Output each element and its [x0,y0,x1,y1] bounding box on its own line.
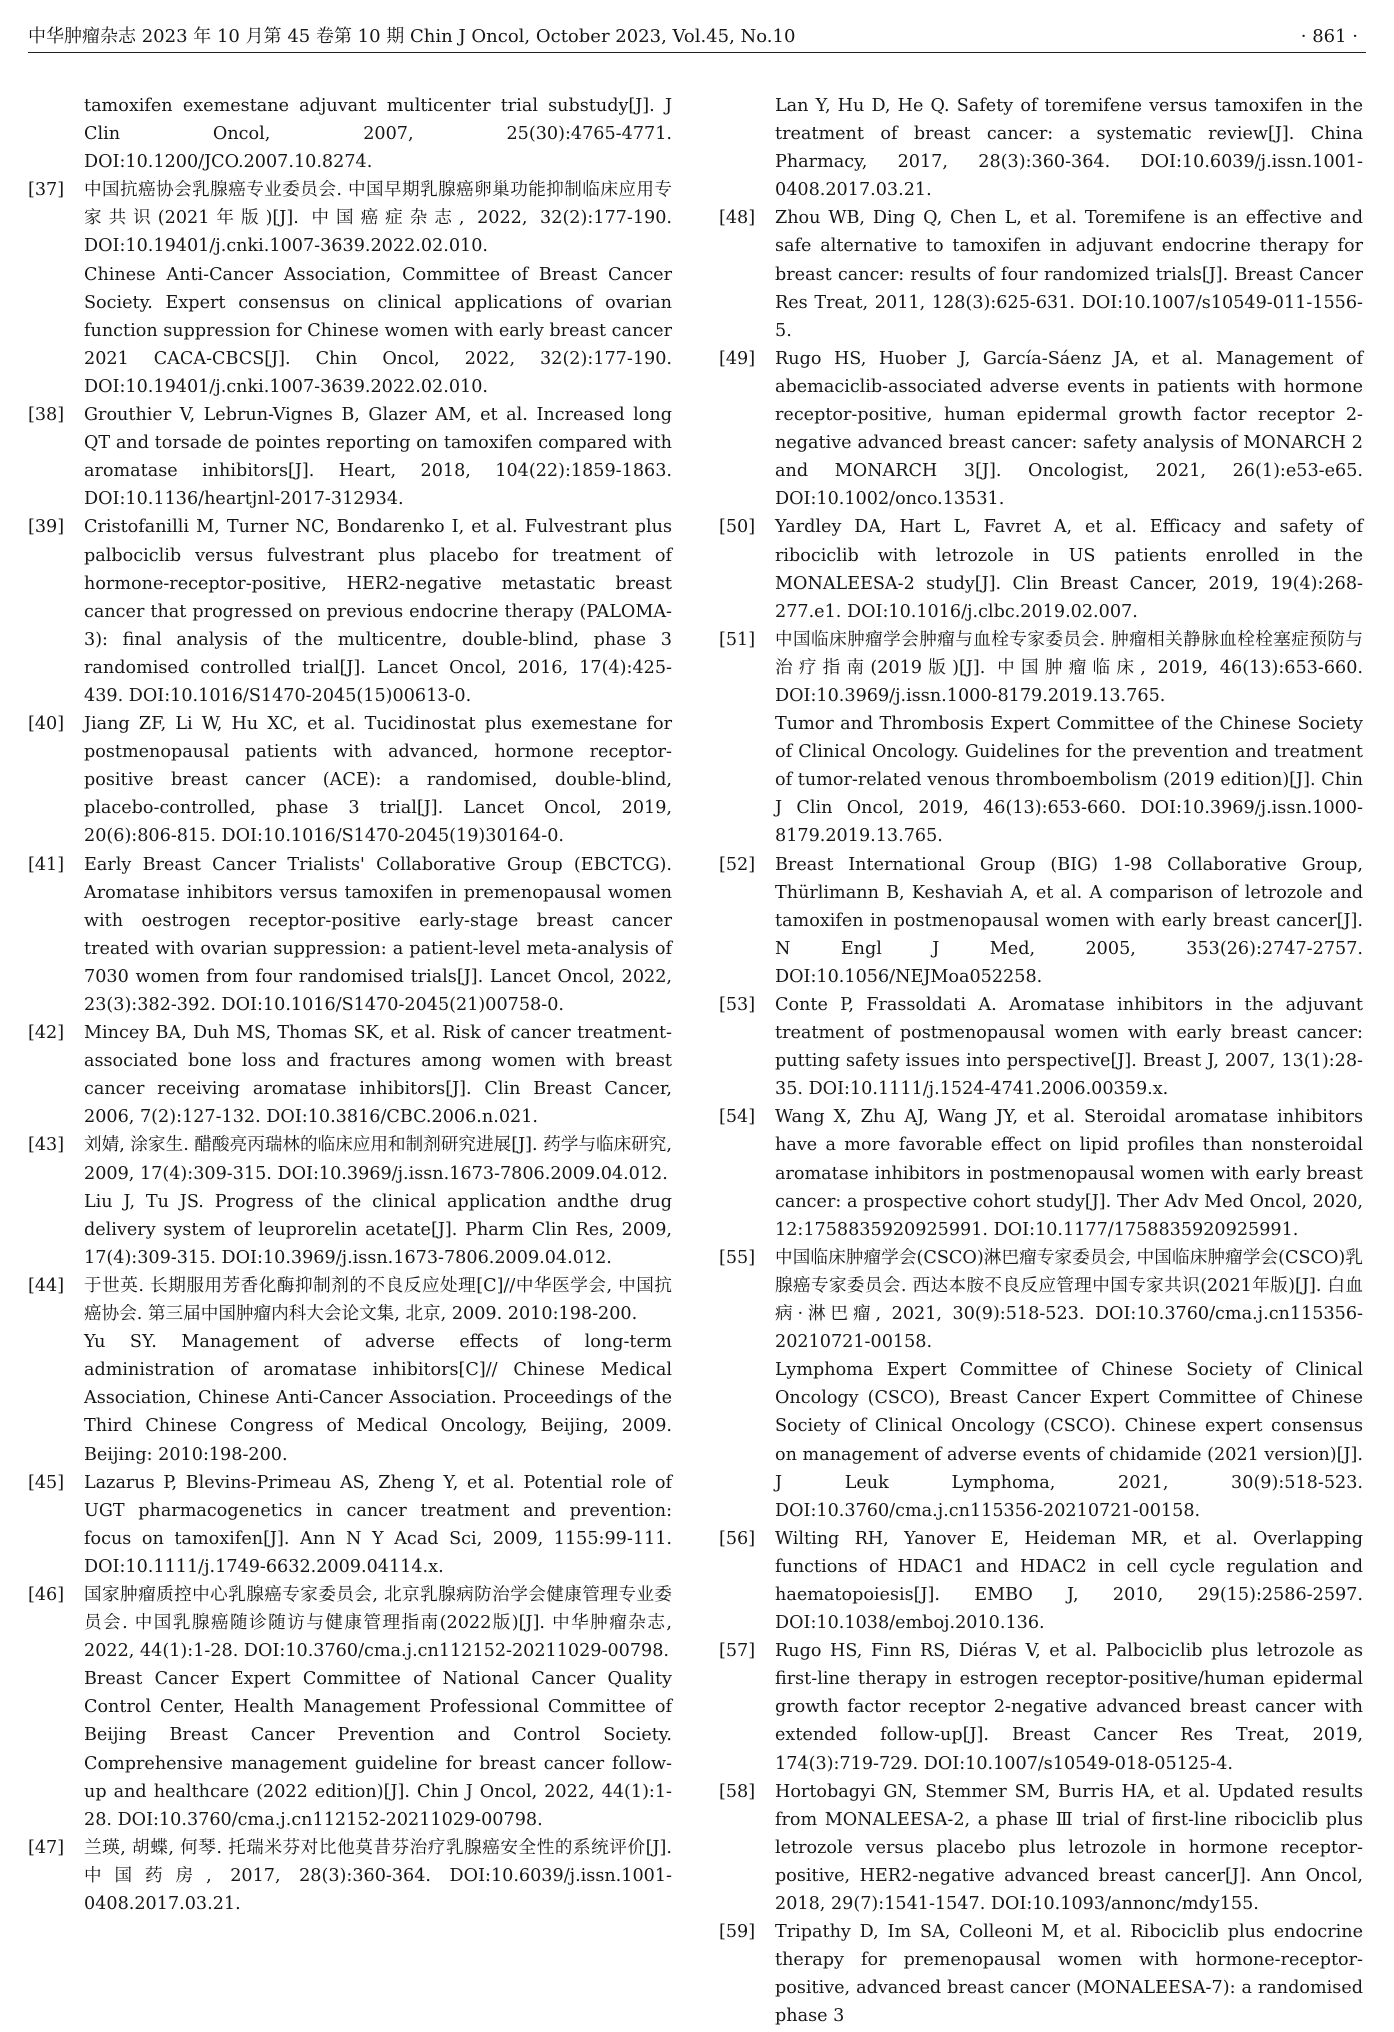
reference-number: [38] [28,405,65,426]
reference-translation: Lymphoma Expert Committee of Chinese Society of Clinical Oncology (CSCO), Breast Cancer Expert Committee of Chinese Society of Clinical Oncology (CSCO). Chinese expert consensus on management of adverse events of chidamide (2021 version)[J]. J Leuk Lymphoma, 2021, 30(9):518-523. DOI:10.3760/cma.j.cn115356-20210721-00158. [775,1360,1363,1521]
reference-entry [28,401,672,513]
reference-text: Wang X, Zhu AJ, Wang JY, et al. Steroidal aromatase inhibitors have a more favorable effect on lipid profiles than nonsteroidal aromatase inhibitors in postmenopausal women with early breast cancer: a prospective cohort study[J]. Ther Adv Med Oncol, 2020, 12:1758835920925991. DOI:10.1177/1758835920925991. [775,1107,1363,1240]
reference-number: [55] [719,1247,756,1268]
reference-entry [719,851,1363,991]
reference-text: Jiang ZF, Li W, Hu XC, et al. Tucidinostat plus exemestane for postmenopausal patients with advanced, hormone receptor-positive breast cancer (ACE): a randomised, double-blind, placebo-controlled, phase 3 trial[J]. Lancet Oncol, 2019, 20(6):806-815. DOI:10.1016/S1470-2045(19)30164-0. [84,714,672,847]
reference-text: Rugo HS, Huober J, García-Sáenz JA, et al. Management of abemaciclib-associated adverse events in patients with hormone receptor-positive, human epidermal growth factor receptor 2-negative advanced breast cancer: safety analysis of MONARCH 2 and MONARCH 3[J]. Oncologist, 2021, 26(1):e53-e65. DOI:10.1002/onco.13531. [775,348,1363,510]
reference-entry [28,851,672,1020]
reference-number: [58] [719,1781,756,1802]
reference-text: Grouthier V, Lebrun-Vignes B, Glazer AM, et al. Increased long QT and torsade de pointes reporting on tamoxifen compared with aromatase inhibitors[J]. Heart, 2018, 104(22):1859-1863. DOI:10.1136/heartjnl-2017-312934. [84,405,672,510]
reference-text: 兰瑛, 胡蝶, 何琴. 托瑞米芬对比他莫昔芬治疗乳腺癌安全性的系统评价[J]. 中国药房, 2017, 28(3):360-364. DOI:10.6039/j.issn.1001-0408.2017.03.21. [84,1837,672,1914]
reference-translation: Tumor and Thrombosis Expert Committee of the Chinese Society of Clinical Oncology. Guidelines for the prevention and treatment of tumor-related venous thromboembolism (2019 edition)[J]. Chin J Clin Oncol, 2019, 46(13):653-660. DOI:10.3969/j.issn.1000-8179.2019.13.765. [775,714,1363,847]
reference-text: 中国临床肿瘤学会(CSCO)淋巴瘤专家委员会, 中国临床肿瘤学会(CSCO)乳腺癌专家委员会. 西达本胺不良反应管理中国专家共识(2021年版)[J]. 白血病·淋巴瘤, 2021, 30(9):518-523. DOI:10.3760/cma.j.cn115356-20210721-00158. [775,1247,1363,1353]
reference-entry [719,1525,1363,1637]
page-number: · 861 · [1300,26,1358,47]
reference-entry [28,92,672,176]
reference-number: [51] [719,629,756,650]
reference-entry [28,710,672,850]
reference-text: Conte P, Frassoldati A. Aromatase inhibitors in the adjuvant treatment of postmenopausal women with early breast cancer: putting safety issues into perspective[J]. Breast J, 2007, 13(1):28-35. DOI:10.1111/j.1524-4741.2006.00359.x. [775,995,1363,1100]
reference-entry [28,1019,672,1131]
reference-number: [56] [719,1528,756,1549]
reference-text: Lan Y, Hu D, He Q. Safety of toremifene versus tamoxifen in the treatment of breast cancer: a systematic review[J]. China Pharmacy, 2017, 28(3):360-364. DOI:10.6039/j.issn.1001-0408.2017.03.21. [775,96,1363,201]
reference-text: Rugo HS, Finn RS, Diéras V, et al. Palbociclib plus letrozole as first-line therapy in estrogen receptor-positive/human epidermal growth factor receptor 2-negative advanced breast cancer with extended follow-up[J]. Breast Cancer Res Treat, 2019, 174(3):719-729. DOI:10.1007/s10549-018-05125-4. [775,1641,1363,1774]
reference-entry [28,1131,672,1271]
reference-entry [719,1778,1363,1918]
reference-text: tamoxifen exemestane adjuvant multicenter trial substudy[J]. J Clin Oncol, 2007, 25(30):4765-4771. DOI:10.1200/JCO.2007.10.8274. [84,96,672,173]
reference-entry [28,1834,672,1918]
page-header [28,22,1366,53]
reference-number: [37] [28,180,65,201]
reference-translation: Liu J, Tu JS. Progress of the clinical application andthe drug delivery system of leuprorelin acetate[J]. Pharm Clin Res, 2009, 17(4):309-315. DOI:10.3969/j.issn.1673-7806.2009.04.012. [84,1191,672,1268]
reference-number: [42] [28,1023,65,1044]
reference-text: Lazarus P, Blevins-Primeau AS, Zheng Y, et al. Potential role of UGT pharmacogenetics in cancer treatment and prevention: focus on tamoxifen[J]. Ann N Y Acad Sci, 2009, 1155:99-111. DOI:10.1111/j.1749-6632.2009.04114.x. [84,1472,672,1577]
reference-entry [719,92,1363,204]
reference-text: 于世英. 长期服用芳香化酶抑制剂的不良反应处理[C]//中华医学会, 中国抗癌协会. 第三届中国肿瘤内科大会论文集, 北京, 2009. 2010:198-200. [84,1275,672,1325]
reference-translation: Breast Cancer Expert Committee of National Cancer Quality Control Center, Health Management Professional Committee of Beijing Breast Cancer Prevention and Control Society. Comprehensive management guideline for breast cancer follow-up and healthcare (2022 edition)[J]. Chin J Oncol, 2022, 44(1):1-28. DOI:10.3760/cma.j.cn112152-20211029-00798. [84,1669,672,1830]
reference-entry [719,1103,1363,1243]
reference-text: 中国临床肿瘤学会肿瘤与血栓专家委员会. 肿瘤相关静脉血栓栓塞症预防与治疗指南(2019版)[J]. 中国肿瘤临床, 2019, 46(13):653-660. DOI:10.3969/j.issn.1000-8179.2019.13.765. [775,629,1363,706]
reference-entry [28,1272,672,1469]
reference-text: Breast International Group (BIG) 1-98 Collaborative Group, Thürlimann B, Keshaviah A, et al. A comparison of letrozole and tamoxifen in postmenopausal women with early breast cancer[J]. N Engl J Med, 2005, 353(26):2747-2757. DOI:10.1056/NEJMoa052258. [775,854,1363,987]
reference-number: [47] [28,1837,65,1858]
reference-text: Zhou WB, Ding Q, Chen L, et al. Toremifene is an effective and safe alternative to tamoxifen in adjuvant endocrine therapy for breast cancer: results of four randomized trials[J]. Breast Cancer Res Treat, 2011, 128(3):625-631. DOI:10.1007/s10549-011-1556-5. [775,208,1363,341]
reference-entry [719,204,1363,344]
reference-number: [45] [28,1472,65,1493]
reference-text: Early Breast Cancer Trialists' Collaborative Group (EBCTCG). Aromatase inhibitors versus tamoxifen in premenopausal women with oestrogen receptor-positive early-stage breast cancer treated with ovarian suppression: a patient-level meta-analysis of 7030 women from four randomised trials[J]. Lancet Oncol, 2022, 23(3):382-392. DOI:10.1016/S1470-2045(21)00758-0. [84,854,672,1015]
reference-entry [28,176,672,401]
reference-text: 国家肿瘤质控中心乳腺癌专家委员会, 北京乳腺病防治学会健康管理专业委员会. 中国乳腺癌随诊随访与健康管理指南(2022版)[J]. 中华肿瘤杂志, 2022, 44(1):1-28. DOI:10.3760/cma.j.cn112152-20211029-00798. [84,1584,672,1662]
reference-entry [719,626,1363,851]
reference-text: Yardley DA, Hart L, Favret A, et al. Efficacy and safety of ribociclib with letrozole in US patients enrolled in the MONALEESA-2 study[J]. Clin Breast Cancer, 2019, 19(4):268-277.e1. DOI:10.1016/j.clbc.2019.02.007. [775,517,1363,622]
reference-number: [57] [719,1641,756,1662]
reference-number: [39] [28,517,65,538]
reference-entry [28,1469,672,1581]
reference-entry [719,1918,1363,2030]
reference-number: [53] [719,995,756,1015]
reference-number: [49] [719,348,756,369]
reference-number: [44] [28,1275,65,1296]
reference-number: [59] [719,1922,756,1943]
reference-text: 刘婧, 涂家生. 醋酸亮丙瑞林的临床应用和制剂研究进展[J]. 药学与临床研究, 2009, 17(4):309-315. DOI:10.3969/j.issn.1673-7806.2009.04.012. [84,1135,672,1184]
reference-text: Cristofanilli M, Turner NC, Bondarenko I, et al. Fulvestrant plus palbociclib versus fulvestrant plus placebo for treatment of hormone-receptor-positive, HER2-negative metastatic breast cancer that progressed on previous endocrine therapy (PALOMA-3): final analysis of the multicentre, double-blind, phase 3 randomised controlled trial[J]. Lancet Oncol, 2016, 17(4):425-439. DOI:10.1016/S1470-2045(15)00613-0. [84,517,672,706]
reference-entry [719,991,1363,1103]
reference-entry [719,1637,1363,1777]
reference-number: [41] [28,854,65,875]
reference-text: 中国抗癌协会乳腺癌专业委员会. 中国早期乳腺癌卵巢功能抑制临床应用专家共识(2021年版)[J]. 中国癌症杂志, 2022, 32(2):177-190. DOI:10.19401/j.cnki.1007-3639.2022.02.010. [84,180,672,257]
reference-text: Tripathy D, Im SA, Colleoni M, et al. Ribociclib plus endocrine therapy for premenopausal women with hormone-receptor-positive, advanced breast cancer (MONALEESA-7): a randomised phase 3 [775,1922,1363,2027]
reference-number: [48] [719,208,756,229]
reference-entry [719,513,1363,625]
reference-entry [719,345,1363,514]
reference-number: [54] [719,1107,756,1128]
left-reference-column [28,92,672,1918]
reference-entry [719,1244,1363,1525]
reference-entry [28,1581,672,1834]
reference-number: [46] [28,1584,65,1605]
reference-text: Mincey BA, Duh MS, Thomas SK, et al. Risk of cancer treatment-associated bone loss and fractures among women with breast cancer receiving aromatase inhibitors[J]. Clin Breast Cancer, 2006, 7(2):127-132. DOI:10.3816/CBC.2006.n.021. [84,1023,672,1128]
reference-text: Hortobagyi GN, Stemmer SM, Burris HA, et al. Updated results from MONALEESA-2, a phase Ⅲ trial of first-line ribociclib plus letrozole versus placebo plus letrozole in hormone receptor-positive, HER2-negative advanced breast cancer[J]. Ann Oncol, 2018, 29(7):1541-1547. DOI:10.1093/annonc/mdy155. [775,1781,1363,1914]
reference-number: [40] [28,714,65,735]
reference-number: [50] [719,517,756,538]
reference-text: Wilting RH, Yanover E, Heideman MR, et al. Overlapping functions of HDAC1 and HDAC2 in cell cycle regulation and haematopoiesis[J]. EMBO J, 2010, 29(15):2586-2597. DOI:10.1038/emboj.2010.136. [775,1528,1363,1634]
right-reference-column [719,92,1363,2030]
reference-number: [43] [28,1135,65,1156]
reference-number: [52] [719,854,756,875]
reference-translation: Chinese Anti-Cancer Association, Committee of Breast Cancer Society. Expert consensus on clinical applications of ovarian function suppression for Chinese women with early breast cancer 2021 CACA-CBCS[J]. Chin Oncol, 2022, 32(2):177-190. DOI:10.19401/j.cnki.1007-3639.2022.02.010. [84,264,672,397]
reference-entry [28,513,672,710]
reference-translation: Yu SY. Management of adverse effects of long-term administration of aromatase inhibitors[C]// Chinese Medical Association, Chinese Anti-Cancer Association. Proceedings of the Third Chinese Congress of Medical Oncology, Beijing, 2009. Beijing: 2010:198-200. [84,1332,672,1465]
journal-running-title: 中华肿瘤杂志 2023 年 10 月第 45 卷第 10 期 Chin J Oncol, October 2023, Vol.45, No.10 [28,26,796,47]
